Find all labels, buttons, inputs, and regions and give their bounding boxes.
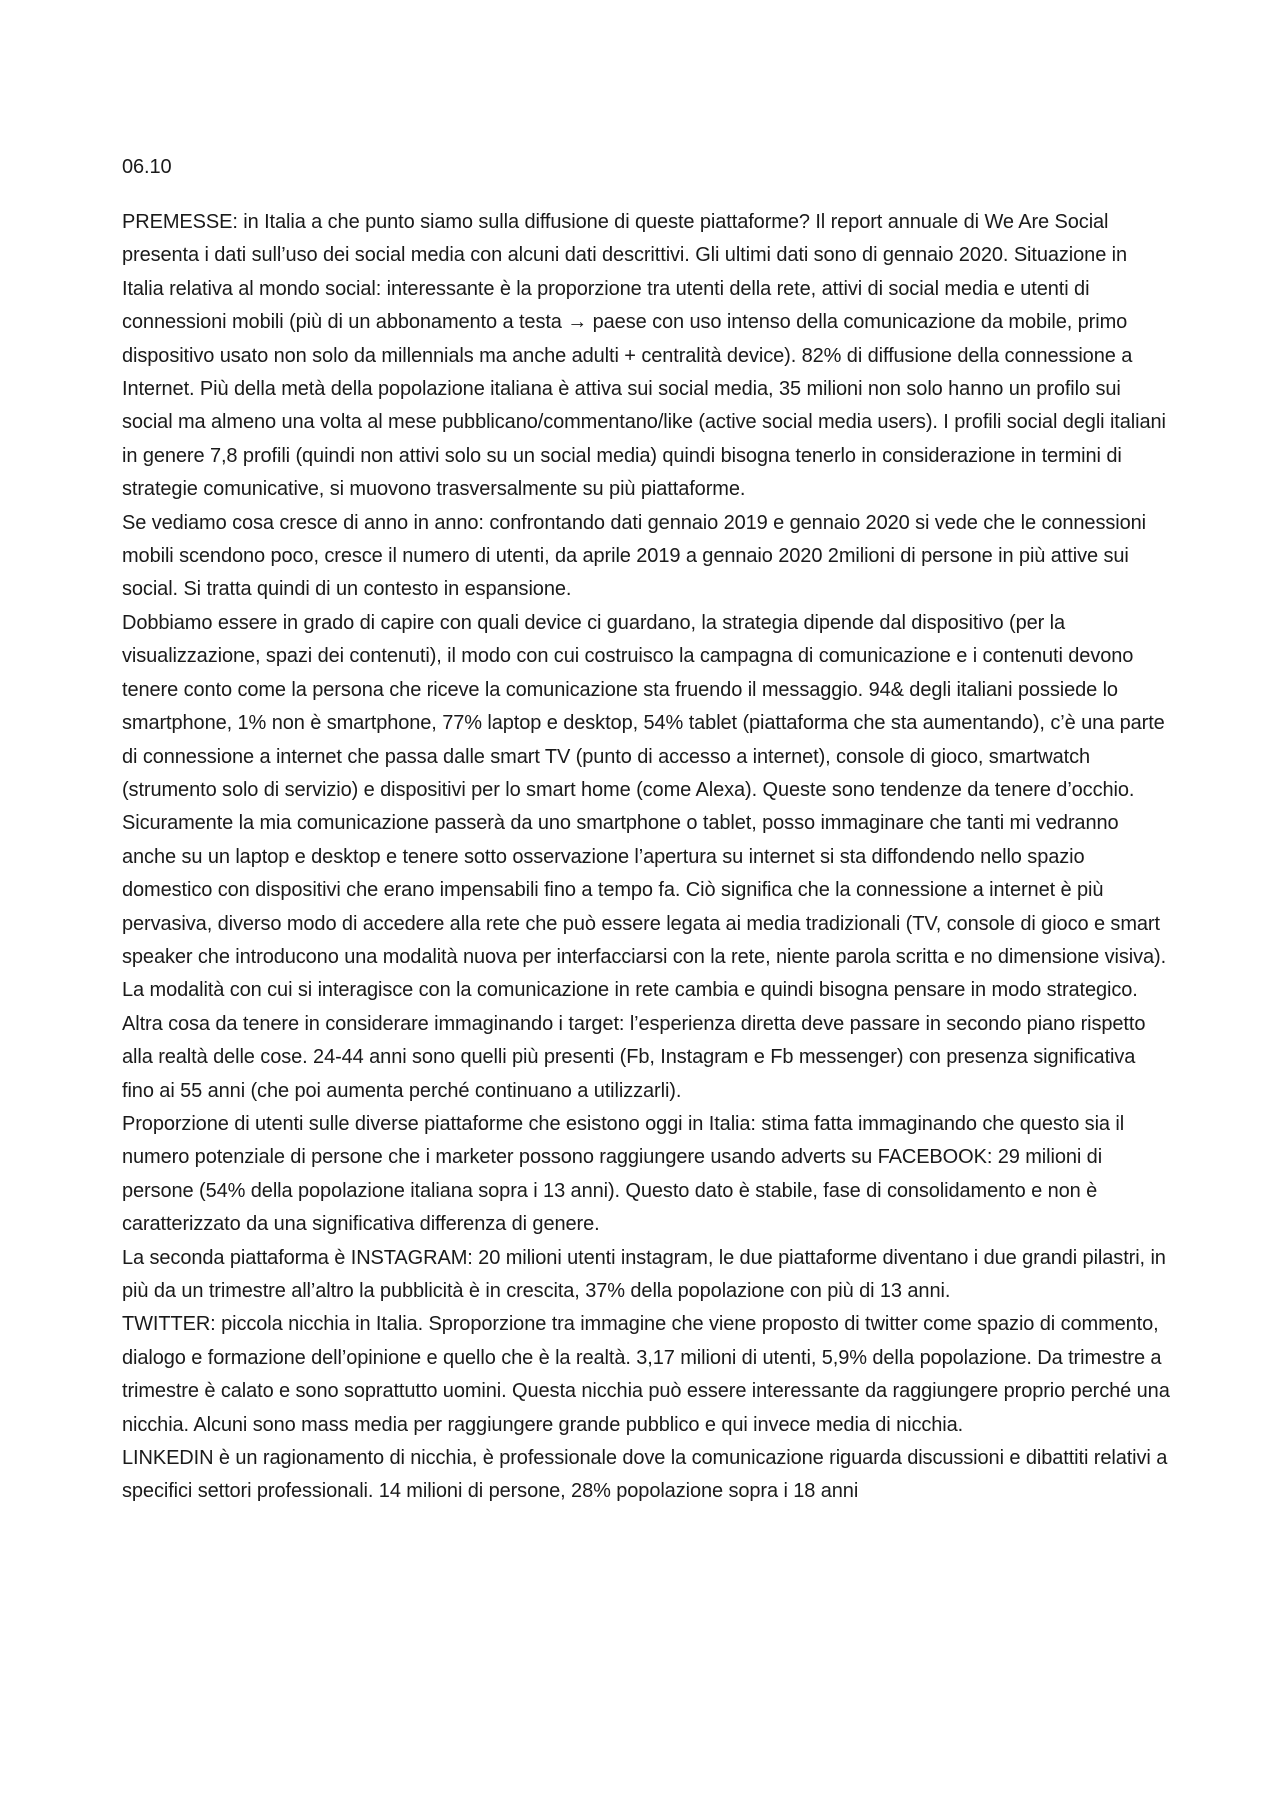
paragraph-facebook: Proporzione di utenti sulle diverse piattaforme che esistono oggi in Italia: stima fatta immaginando che questo sia il numero potenziale di persone che i marketer possono raggiungere usando adverts su FACEBOOK: 29 milioni di persone (54% della popolazione italiana sopra i 13 anni). Questo dato è stabile, fase di consolidamento e non è caratterizzato da una significativa differenza di genere.	[122, 1112, 1125, 1236]
paragraph-instagram: La seconda piattaforma è INSTAGRAM: 20 milioni utenti instagram, le due piattaforme diventano i due grandi pilastri, in più da un trimestre all’altro la pubblicità è in crescita, 37% della popolazione con più di 13 anni.	[122, 1246, 1166, 1302]
paragraph-growth: Se vediamo cosa cresce di anno in anno: confrontando dati gennaio 2019 e gennaio 2020 si vede che le connessioni mobili scendono poco, cresce il numero di utenti, da aprile 2019 a gennaio 2020 2milioni di persone in più attive sui social. Si tratta quindi di un contesto in espansione.	[122, 511, 1146, 601]
paragraph-linkedin: LINKEDIN è un ragionamento di nicchia, è professionale dove la comunicazione riguarda discussioni e dibattiti relativi a specifici settori professionali. 14 milioni di persone, 28% popolazione sopra i 18 anni	[122, 1447, 1168, 1503]
paragraph-twitter: TWITTER: piccola nicchia in Italia. Sproporzione tra immagine che viene proposto di twitter come spazio di commento, dialogo e formazione dell’opinione e quello che è la realtà. 3,17 milioni di utenti, 5,9% della popolazione. Da trimestre a trimestre è calato e sono soprattutto uomini. Questa nicchia può essere interessante da raggiungere proprio perché una nicchia. Alcuni sono mass media per raggiungere grande pubblico e qui invece media di nicchia.	[122, 1313, 1170, 1436]
paragraph-premesse: PREMESSE: in Italia a che punto siamo sulla diffusione di queste piattaforme? Il report annuale di We Are Social presenta i dati sull’uso dei social media con alcuni dati descrittivi. Gli ultimi dati sono di gennaio 2020. Situazione in Italia relativa al mondo social: interessante è la proporzione tra utenti della rete, attivi di social media e utenti di connessioni mobili (più di un abbonamento a testa → paese con uso intenso della comunicazione da mobile, primo dispositivo usato non solo da millennials ma anche adulti + centralità device). 82% di diffusione della connessione a Internet. Più della metà della popolazione italiana è attiva sui social media, 35 milioni non solo hanno un profilo sui social ma almeno una volta al mese pubblicano/commentano/like (active social media users). I profili social degli italiani in genere 7,8 profili (quindi non attivi solo su un social media) quindi bisogna tenerlo in considerazione in termini di strategie comunicative, si muovono trasversalmente su più piattaforme.	[122, 211, 1166, 501]
paragraph-devices: Dobbiamo essere in grado di capire con quali device ci guardano, la strategia dipende dal dispositivo (per la visualizzazione, spazi dei contenuti), il modo con cui costruisco la campagna di comunicazione e i contenuti devono tenere conto come la persona che riceve la comunicazione sta fruendo il messaggio. 94& degli italiani possiede lo smartphone, 1% non è smartphone, 77% laptop e desktop, 54% tablet (piattaforma che sta aumentando), c’è una parte di connessione a internet che passa dalle smart TV (punto di accesso a internet), console di gioco, smartwatch (strumento solo di servizio) e dispositivi per lo smart home (come Alexa). Queste sono tendenze da tenere d’occhio. Sicuramente la mia comunicazione passerà da uno smartphone o tablet, posso immaginare che tanti mi vedranno anche su un laptop e desktop e tenere sotto osservazione l’apertura su internet si sta diffondendo nello spazio domestico con dispositivi che erano impensabili fino a tempo fa. Ciò significa che la connessione a internet è più pervasiva, diverso modo di accedere alla rete che può essere legata ai media tradizionali (TV, console di gioco e smart speaker che introducono una modalità nuova per interfacciarsi con la rete, niente parola scritta e no dimensione visiva). La modalità con cui si interagisce con la comunicazione in rete cambia e quindi bisogna pensare in modo strategico.	[122, 611, 1167, 1002]
document-body	[122, 206, 1172, 1509]
document-date: 06.10	[122, 156, 172, 178]
paragraph-target: Altra cosa da tenere in considerare immaginando i target: l’esperienza diretta deve passare in secondo piano rispetto alla realtà delle cose. 24-44 anni sono quelli più presenti (Fb, Instagram e Fb messenger) con presenza significativa fino ai 55 anni (che poi aumenta perché continuano a utilizzarli).	[122, 1012, 1146, 1102]
